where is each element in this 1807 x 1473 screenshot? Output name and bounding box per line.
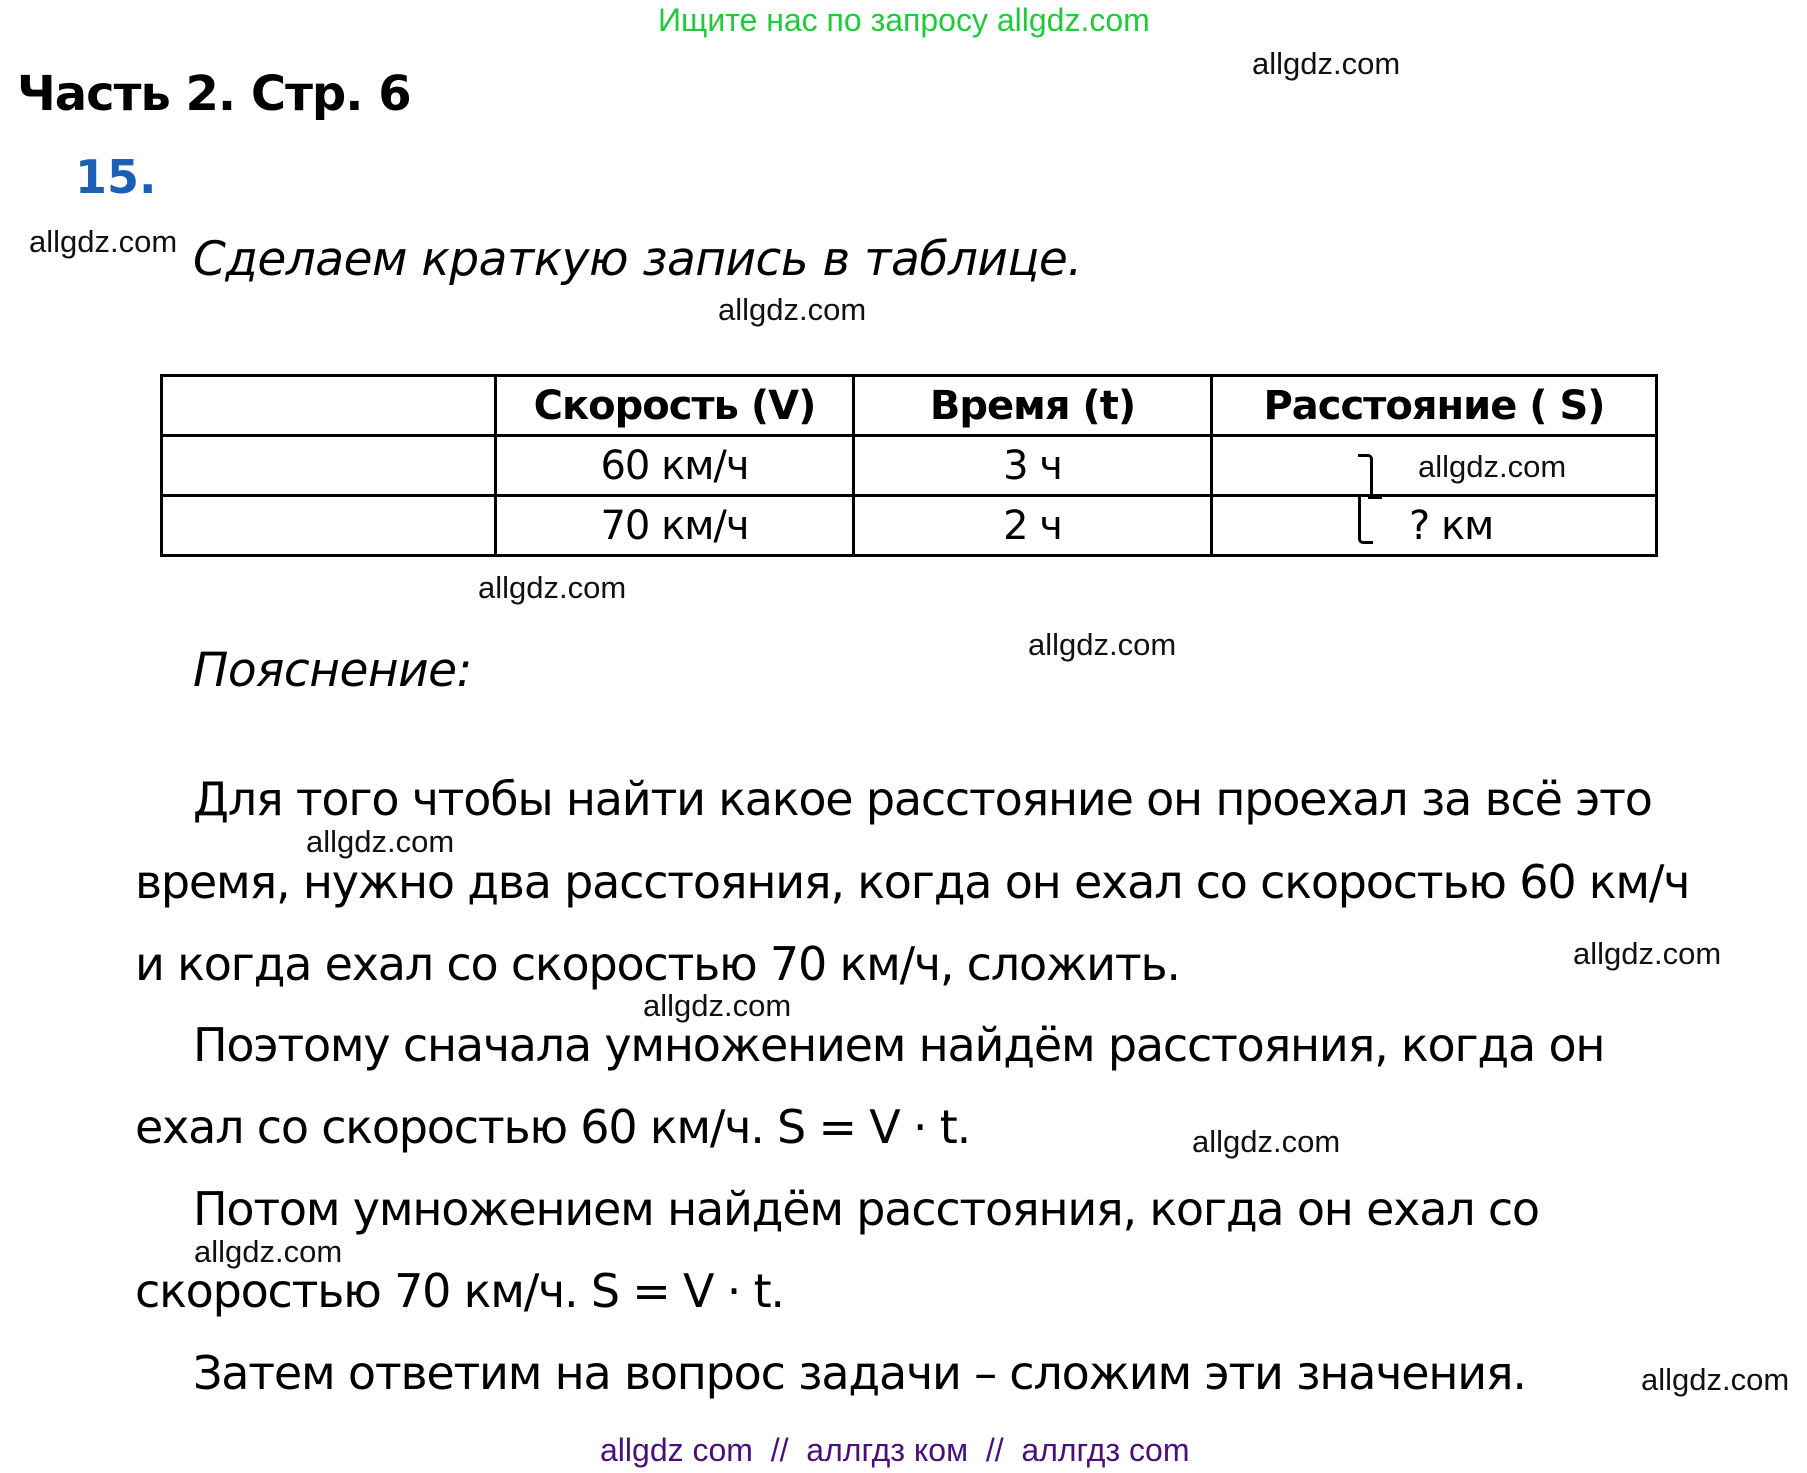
table-header-time: Время (t): [854, 376, 1212, 436]
explanation-label: Пояснение:: [193, 643, 472, 698]
explanation-line: Для того чтобы найти какое расстояние он проехал за всё это: [193, 772, 1652, 826]
explanation-line: Потом умножением найдём расстояния, когда он ехал со: [193, 1182, 1539, 1236]
table-cell-time: 2 ч: [854, 496, 1212, 556]
search-banner: Ищите нас по запросу allgdz.com: [658, 2, 1150, 38]
table-cell-distance: [1212, 436, 1657, 496]
table-cell-time: 3 ч: [854, 436, 1212, 496]
table-cell-speed: 60 км/ч: [496, 436, 854, 496]
exercise-number: 15.: [75, 150, 157, 204]
table-header-speed: Скорость (V): [496, 376, 854, 436]
explanation-line: Затем ответим на вопрос задачи – сложим эти значения.: [193, 1346, 1526, 1400]
table-cell-speed: 70 км/ч: [496, 496, 854, 556]
watermark: allgdz.com: [29, 224, 178, 259]
explanation-line: и когда ехал со скоростью 70 км/ч, сложить.: [135, 937, 1180, 991]
table-cell: [162, 436, 496, 496]
table-header-row: [162, 376, 1657, 436]
table-row: [162, 436, 1657, 496]
table-header-empty: [162, 376, 496, 436]
watermark: allgdz.com: [643, 988, 792, 1023]
watermark: allgdz.com: [1641, 1362, 1790, 1397]
watermark: allgdz.com: [306, 824, 455, 859]
explanation-line: Поэтому сначала умножением найдём расстояния, когда он: [193, 1018, 1605, 1072]
footer-watermark: allgdz com // аллгдз ком // аллгдз com: [600, 1432, 1190, 1468]
watermark: allgdz.com: [1418, 449, 1567, 484]
watermark: allgdz.com: [718, 292, 867, 327]
watermark: allgdz.com: [1252, 46, 1401, 81]
watermark: allgdz.com: [1028, 627, 1177, 662]
table-cell-distance: [1212, 496, 1657, 556]
explanation-line: скоростью 70 км/ч. S = V · t.: [135, 1264, 784, 1318]
page-title: Часть 2. Стр. 6: [17, 66, 411, 122]
watermark: allgdz.com: [194, 1234, 343, 1269]
brace-icon: [1358, 454, 1373, 497]
watermark: allgdz.com: [1573, 936, 1722, 971]
table-header-distance: Расстояние ( S): [1212, 376, 1657, 436]
unknown-distance: ? км: [1409, 503, 1494, 549]
watermark: allgdz.com: [478, 570, 627, 605]
explanation-line: ехал со скоростью 60 км/ч. S = V · t.: [135, 1100, 971, 1154]
table-row: [162, 496, 1657, 556]
brace-icon: [1358, 497, 1373, 544]
intro-text: Сделаем краткую запись в таблице.: [193, 232, 1082, 287]
explanation-line: время, нужно два расстояния, когда он ехал со скоростью 60 км/ч: [135, 855, 1690, 909]
table-cell: [162, 496, 496, 556]
summary-table: [160, 374, 1658, 557]
watermark: allgdz.com: [1192, 1124, 1341, 1159]
